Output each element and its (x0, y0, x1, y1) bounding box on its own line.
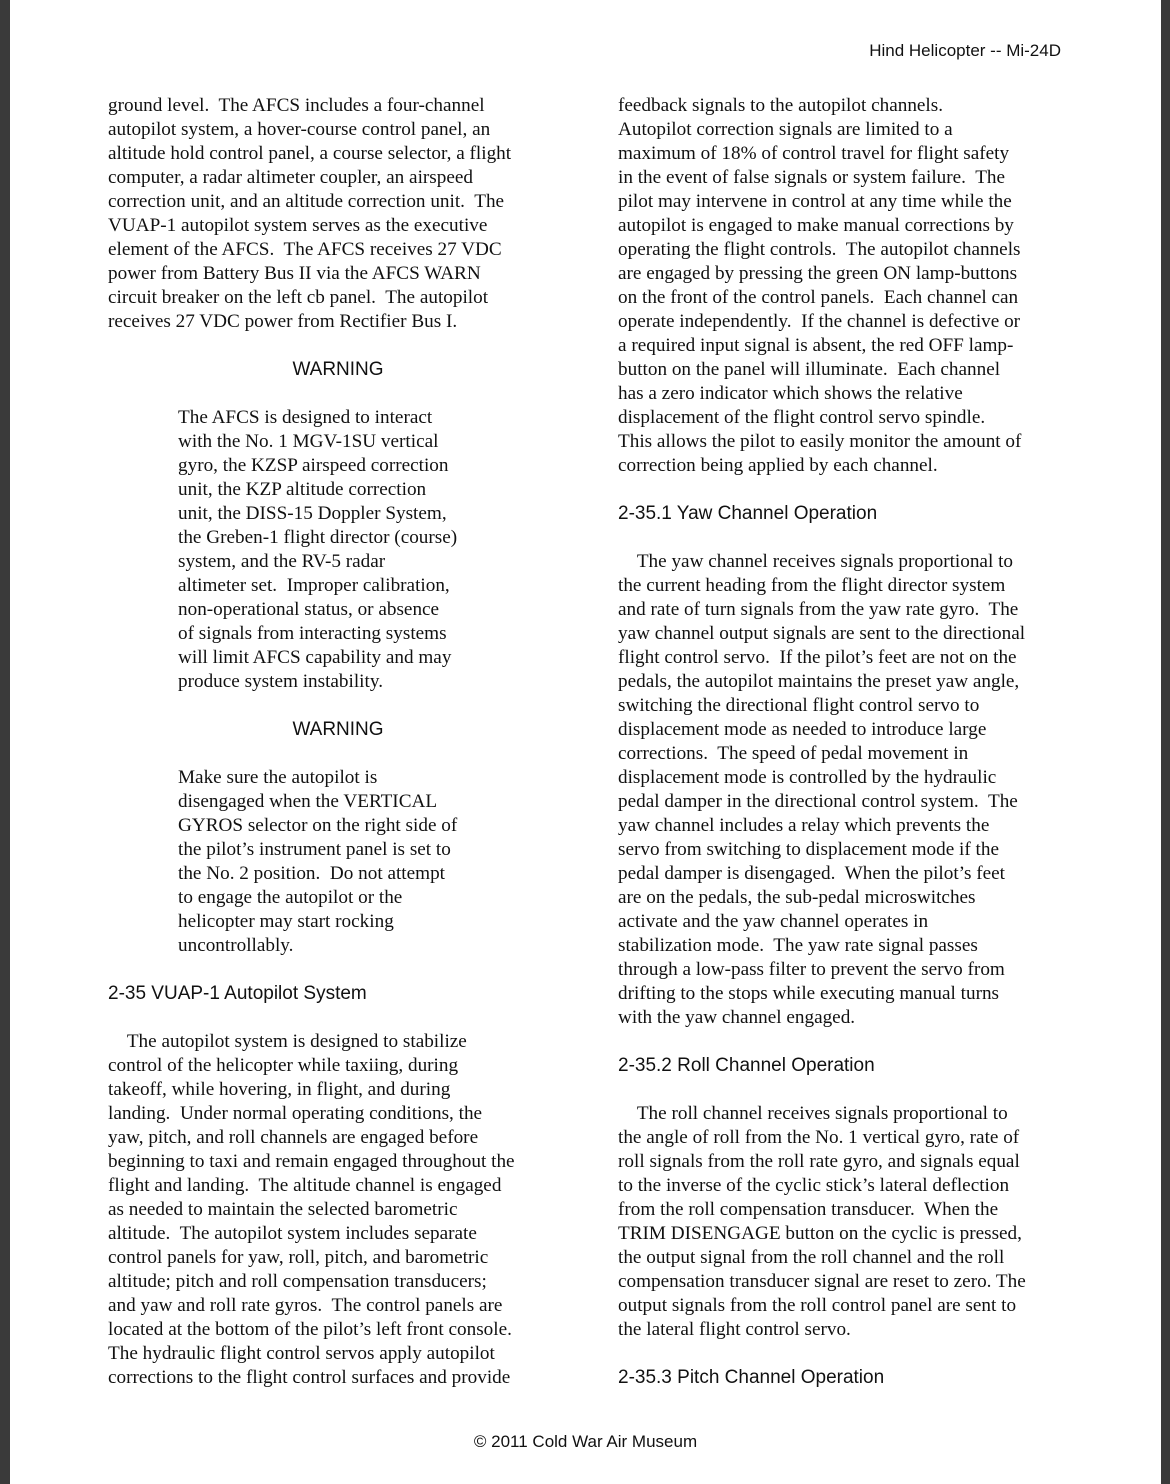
section-paragraph: The autopilot system is designed to stabilize control of the helicopter while taxiing, during takeoff, while hovering, in flight, and during landing. Under normal operating conditions, the yaw, pitch, and roll channels are engaged before beginning to taxi and remain engaged throughout the flight and landing. The altitude channel is engaged as needed to maintain the selected barometric altitude. The autopilot system includes separate control panels for yaw, roll, pitch, and barometric altitude; pitch and roll compensation transducers; and yaw and roll rate gyros. The control panels are located at the bottom of the pilot’s left front console. The hydraulic flight control servos apply autopilot corrections to the flight control surfaces and provide (108, 1031, 515, 1388)
warning-text: The AFCS is designed to interact with the No. 1 MGV-1SU vertical gyro, the KZSP airspeed correction unit, the KZP altitude correction unit, the DISS-15 Doppler System, the Greben-1 flight director (course) system, and the RV-5 radar altimeter set. Improper calibration, non-operational status, or absence of signals from interacting systems will limit AFCS capability and may produce system instability. (178, 407, 458, 692)
left-column (108, 94, 568, 1390)
intro-paragraph: feedback signals to the autopilot channels. Autopilot correction signals are limited to a maximum of 18% of control travel for flight safety in the event of false signals or system failure. The pilot may intervene in control at any time while the autopilot is engaged to make manual corrections by operating the flight controls. The autopilot channels are engaged by pressing the green ON lamp-buttons on the front of the control panels. Each channel can operate independently. If the channel is defective or a required input signal is absent, the red OFF lamp- button on the panel will illuminate. Each channel has a zero indicator which shows the relative displacement of the flight control servo spindle. This allows the pilot to easily monitor the amount of correction being applied by each channel. (618, 95, 1022, 476)
section-heading: 2-35 VUAP-1 Autopilot System (108, 983, 367, 1004)
right-column (618, 94, 1078, 1390)
section-paragraph: The yaw channel receives signals proportional to the current heading from the flight director system and rate of turn signals from the yaw rate gyro. The yaw channel output signals are sent to the directional flight control servo. If the pilot’s feet are not on the pedals, the autopilot maintains the preset yaw angle, switching the directional flight control servo to displacement mode as needed to introduce large corrections. The speed of pedal movement in displacement mode is controlled by the hydraulic pedal damper in the directional control system. The yaw channel includes a relay which prevents the servo from switching to displacement mode if the pedal damper is disengaged. When the pilot’s feet are on the pedals, the sub-pedal microswitches activate and the yaw channel operates in stabilization mode. The yaw rate signal passes through a low-pass filter to prevent the servo from drifting to the stops while executing manual turns with the yaw channel engaged. (618, 551, 1026, 1028)
section-heading: 2-35.1 Yaw Channel Operation (618, 503, 878, 524)
section-heading: 2-35.3 Pitch Channel Operation (618, 1367, 885, 1388)
intro-paragraph: ground level. The AFCS includes a four-channel autopilot system, a hover-course control panel, an altitude hold control panel, a course selector, a flight computer, a radar altimeter coupler, an airspeed correction unit, and an altitude correction unit. The VUAP-1 autopilot system serves as the executive element of the AFCS. The AFCS receives 27 VDC power from Battery Bus II via the AFCS WARN circuit breaker on the left cb panel. The autopilot receives 27 VDC power from Rectifier Bus I. (108, 95, 512, 332)
section-heading: 2-35.2 Roll Channel Operation (618, 1055, 875, 1076)
warning-title: WARNING (292, 719, 384, 740)
page-footer: © 2011 Cold War Air Museum (473, 1432, 698, 1451)
document-page (10, 0, 1161, 1484)
warning-text: Make sure the autopilot is disengaged when the VERTICAL GYROS selector on the right side of the pilot’s instrument panel is set to the No. 2 position. Do not attempt to engage the autopilot or the helicopter may start rocking uncontrollably. (178, 767, 458, 956)
warning-title: WARNING (292, 359, 384, 380)
left-edge (0, 0, 10, 1484)
right-edge (1161, 0, 1170, 1484)
section-paragraph: The roll channel receives signals proportional to the angle of roll from the No. 1 vertical gyro, rate of roll signals from the roll rate gyro, and signals equal to the inverse of the cyclic stick’s lateral deflection from the roll compensation transducer. When the TRIM DISENGAGE button on the cyclic is pressed, the output signal from the roll channel and the roll compensation transducer signal are reset to zero. The output signals from the roll control panel are sent to the lateral flight control servo. (618, 1103, 1026, 1340)
page-header: Hind Helicopter -- Mi-24D (869, 41, 1061, 60)
